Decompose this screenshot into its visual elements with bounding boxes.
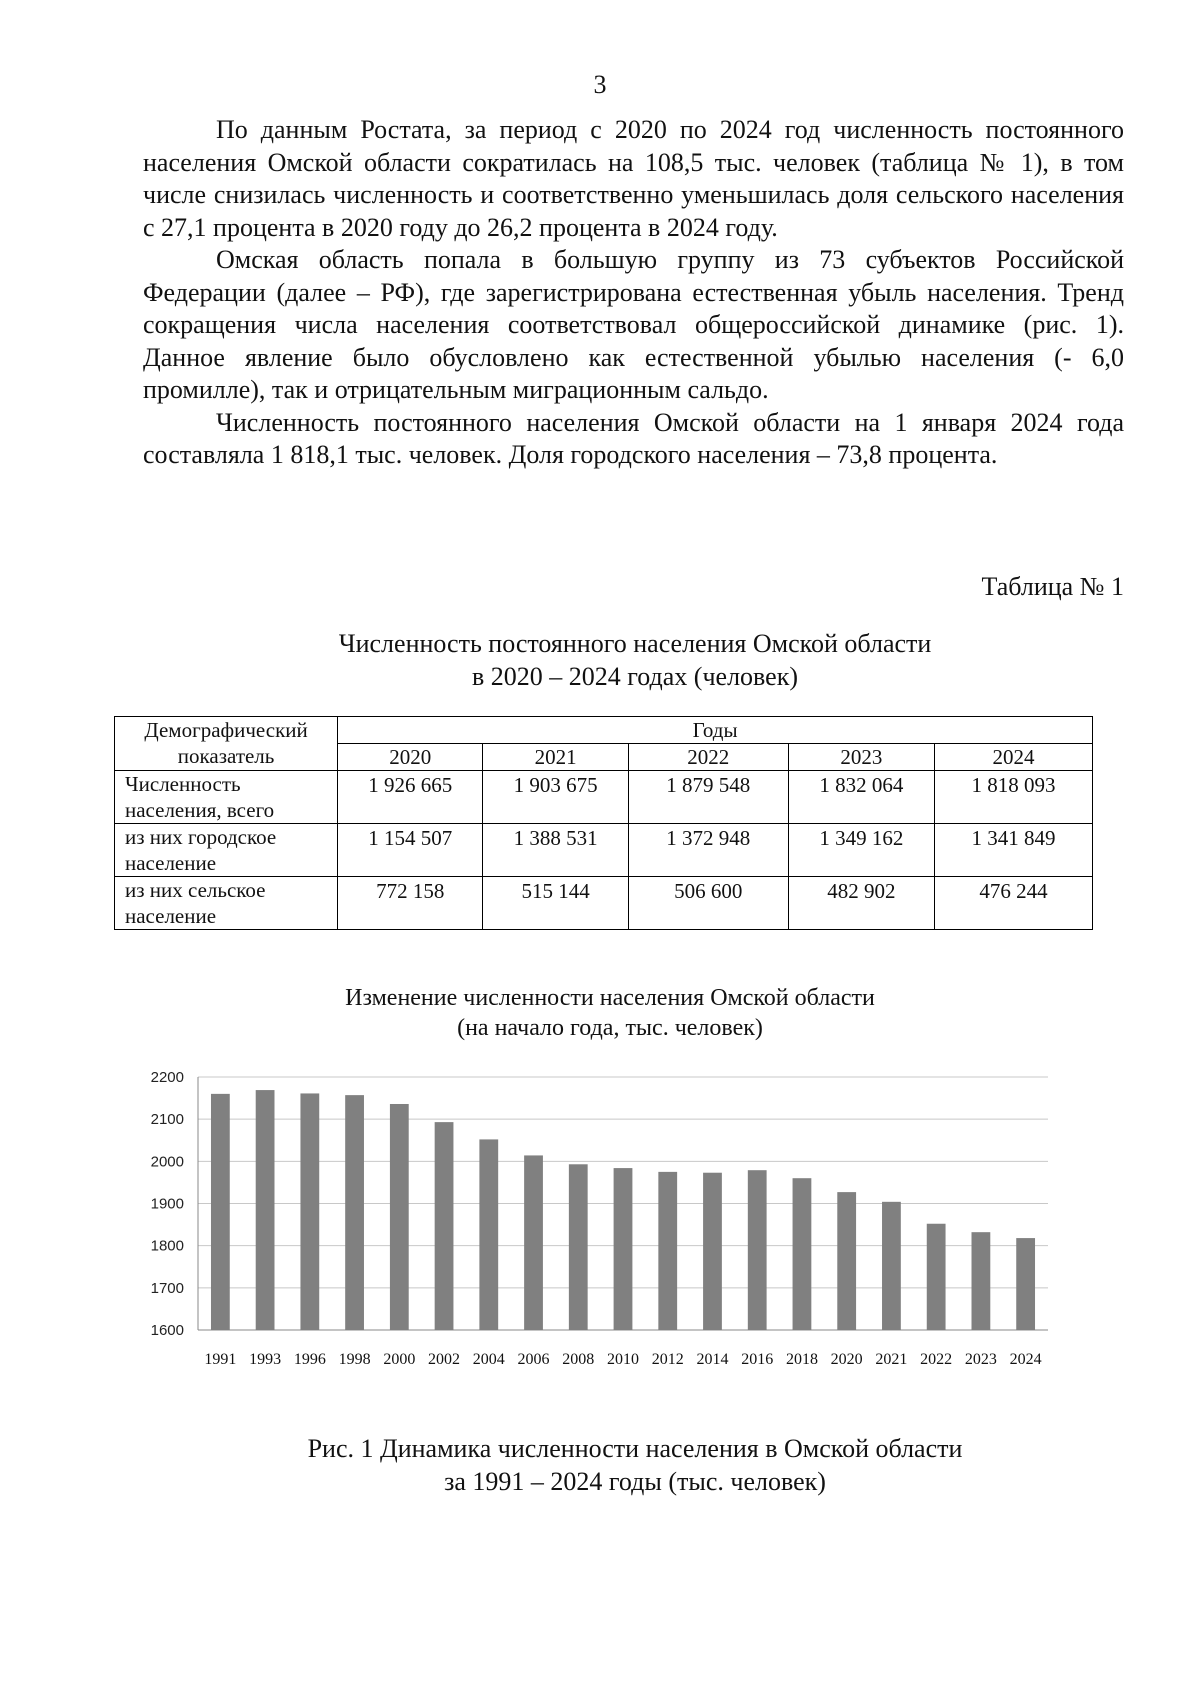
page-number: 3	[593, 70, 607, 99]
year-header: 2023	[788, 744, 934, 771]
y-tick-label: 1700	[150, 1279, 184, 1297]
chart-subtitle: (на начало года, тыс. человек)	[457, 1015, 763, 1041]
x-tick-label: 2000	[383, 1351, 416, 1368]
year-header: 2021	[483, 744, 628, 771]
figure-caption-line2: за 1991 – 2024 годы (тыс. человек)	[444, 1467, 826, 1496]
table-cell: 772 158	[338, 877, 483, 930]
table-cell: 482 902	[788, 877, 934, 930]
table-row	[115, 824, 1093, 877]
row-label: из них сельское население	[115, 877, 338, 930]
bar	[435, 1122, 454, 1330]
figure-caption	[0, 1432, 1200, 1498]
x-tick-label: 2012	[651, 1351, 684, 1368]
x-tick-label: 2018	[785, 1351, 818, 1368]
bar	[569, 1164, 588, 1330]
x-tick-label: 2010	[607, 1351, 639, 1368]
bar	[972, 1232, 991, 1330]
bar	[345, 1095, 364, 1330]
x-tick-label: 2020	[830, 1351, 863, 1368]
row-label: Численность населения, всего	[115, 771, 338, 824]
table-cell: 1 926 665	[338, 771, 483, 824]
table-cell: 1 388 531	[483, 824, 628, 877]
bar	[882, 1202, 901, 1330]
x-tick-label: 2021	[875, 1351, 908, 1368]
figure-caption-line1: Рис. 1 Динамика численности населения в Омской области	[307, 1434, 963, 1463]
table-title-line2: в 2020 – 2024 годах (человек)	[471, 662, 798, 691]
table-cell: 1 903 675	[483, 771, 628, 824]
x-tick-label: 2006	[517, 1351, 550, 1368]
x-tick-label: 1991	[204, 1351, 237, 1368]
table-caption: Таблица № 1	[981, 572, 1124, 601]
table-cell: 1 879 548	[628, 771, 788, 824]
bar	[658, 1172, 677, 1330]
x-tick-label: 2014	[696, 1351, 729, 1368]
table-cell: 515 144	[483, 877, 628, 930]
table-title-line1: Численность постоянного населения Омской области	[338, 629, 932, 658]
table-cell: 1 372 948	[628, 824, 788, 877]
chart-title	[0, 983, 1200, 1043]
bar	[211, 1094, 230, 1330]
table-header-row	[115, 717, 1093, 744]
bar	[524, 1155, 543, 1330]
population-table	[114, 716, 1093, 930]
x-tick-label: 1993	[249, 1351, 282, 1368]
table-cell: 506 600	[628, 877, 788, 930]
bar	[614, 1168, 633, 1330]
paragraph: Численность постоянного населения Омской области на 1 января 2024 года составляла 1 818,1 тыс. человек. Доля городского населения – 73,8 процента.	[143, 407, 1124, 469]
x-tick-label: 2024	[1009, 1351, 1042, 1368]
table-cell: 1 154 507	[338, 824, 483, 877]
header-indicator: Демографический показатель	[115, 717, 338, 771]
population-bar-chart	[130, 1060, 1060, 1370]
x-tick-label: 2023	[964, 1351, 997, 1368]
table-cell: 476 244	[935, 877, 1093, 930]
table-cell: 1 832 064	[788, 771, 934, 824]
bar	[390, 1104, 409, 1330]
table-cell: 1 818 093	[935, 771, 1093, 824]
bar	[256, 1090, 275, 1330]
chart-title-line1: Изменение численности населения Омской области	[345, 985, 875, 1011]
table-row	[115, 771, 1093, 824]
y-tick-label: 2000	[150, 1153, 184, 1171]
x-tick-label: 2008	[562, 1351, 595, 1368]
bar	[793, 1178, 812, 1330]
x-tick-label: 2004	[472, 1351, 505, 1368]
y-tick-label: 1600	[150, 1322, 184, 1339]
row-label: из них городское население	[115, 824, 338, 877]
table-cell: 1 341 849	[935, 824, 1093, 877]
bar	[837, 1192, 856, 1330]
table-cell: 1 349 162	[788, 824, 934, 877]
year-header: 2022	[628, 744, 788, 771]
header-years: Годы	[338, 717, 1093, 744]
x-tick-label: 2022	[920, 1351, 953, 1368]
bar	[479, 1139, 498, 1330]
y-tick-label: 1900	[150, 1195, 184, 1213]
year-header: 2024	[935, 744, 1093, 771]
y-tick-label: 1800	[150, 1237, 184, 1255]
paragraph: По данным Ростата, за период с 2020 по 2024 год численность постоянного населения Омской области сократилась на 108,5 тыс. человек (таблица № 1), в том числе снизилась численность и соответственно уменьшилась доля сельского населения с 27,1 процента в 2020 году до 26,2 процента в 2024 году.	[143, 115, 1124, 242]
bar	[1016, 1238, 1035, 1330]
body-text	[143, 114, 1124, 472]
bar	[703, 1173, 722, 1330]
x-tick-label: 1996	[293, 1351, 326, 1368]
table-row	[115, 877, 1093, 930]
bar	[300, 1093, 319, 1330]
y-tick-label: 2100	[150, 1111, 184, 1129]
x-tick-label: 1998	[338, 1351, 371, 1368]
x-tick-label: 2016	[741, 1351, 774, 1368]
table-title	[0, 627, 1200, 693]
bar	[748, 1170, 767, 1330]
y-tick-label: 2200	[150, 1069, 184, 1086]
bar	[927, 1224, 946, 1330]
paragraph: Омская область попала в большую группу из 73 субъектов Российской Федерации (далее – РФ), где зарегистрирована естественная убыль населения. Тренд сокращения числа населения соответствовал общероссийской динамике (рис. 1). Данное явление было обусловлено как естественной убылью населения (- 6,0 промилле), так и отрицательным миграционным сальдо.	[143, 245, 1124, 404]
year-header: 2020	[338, 744, 483, 771]
x-tick-label: 2002	[428, 1351, 461, 1368]
